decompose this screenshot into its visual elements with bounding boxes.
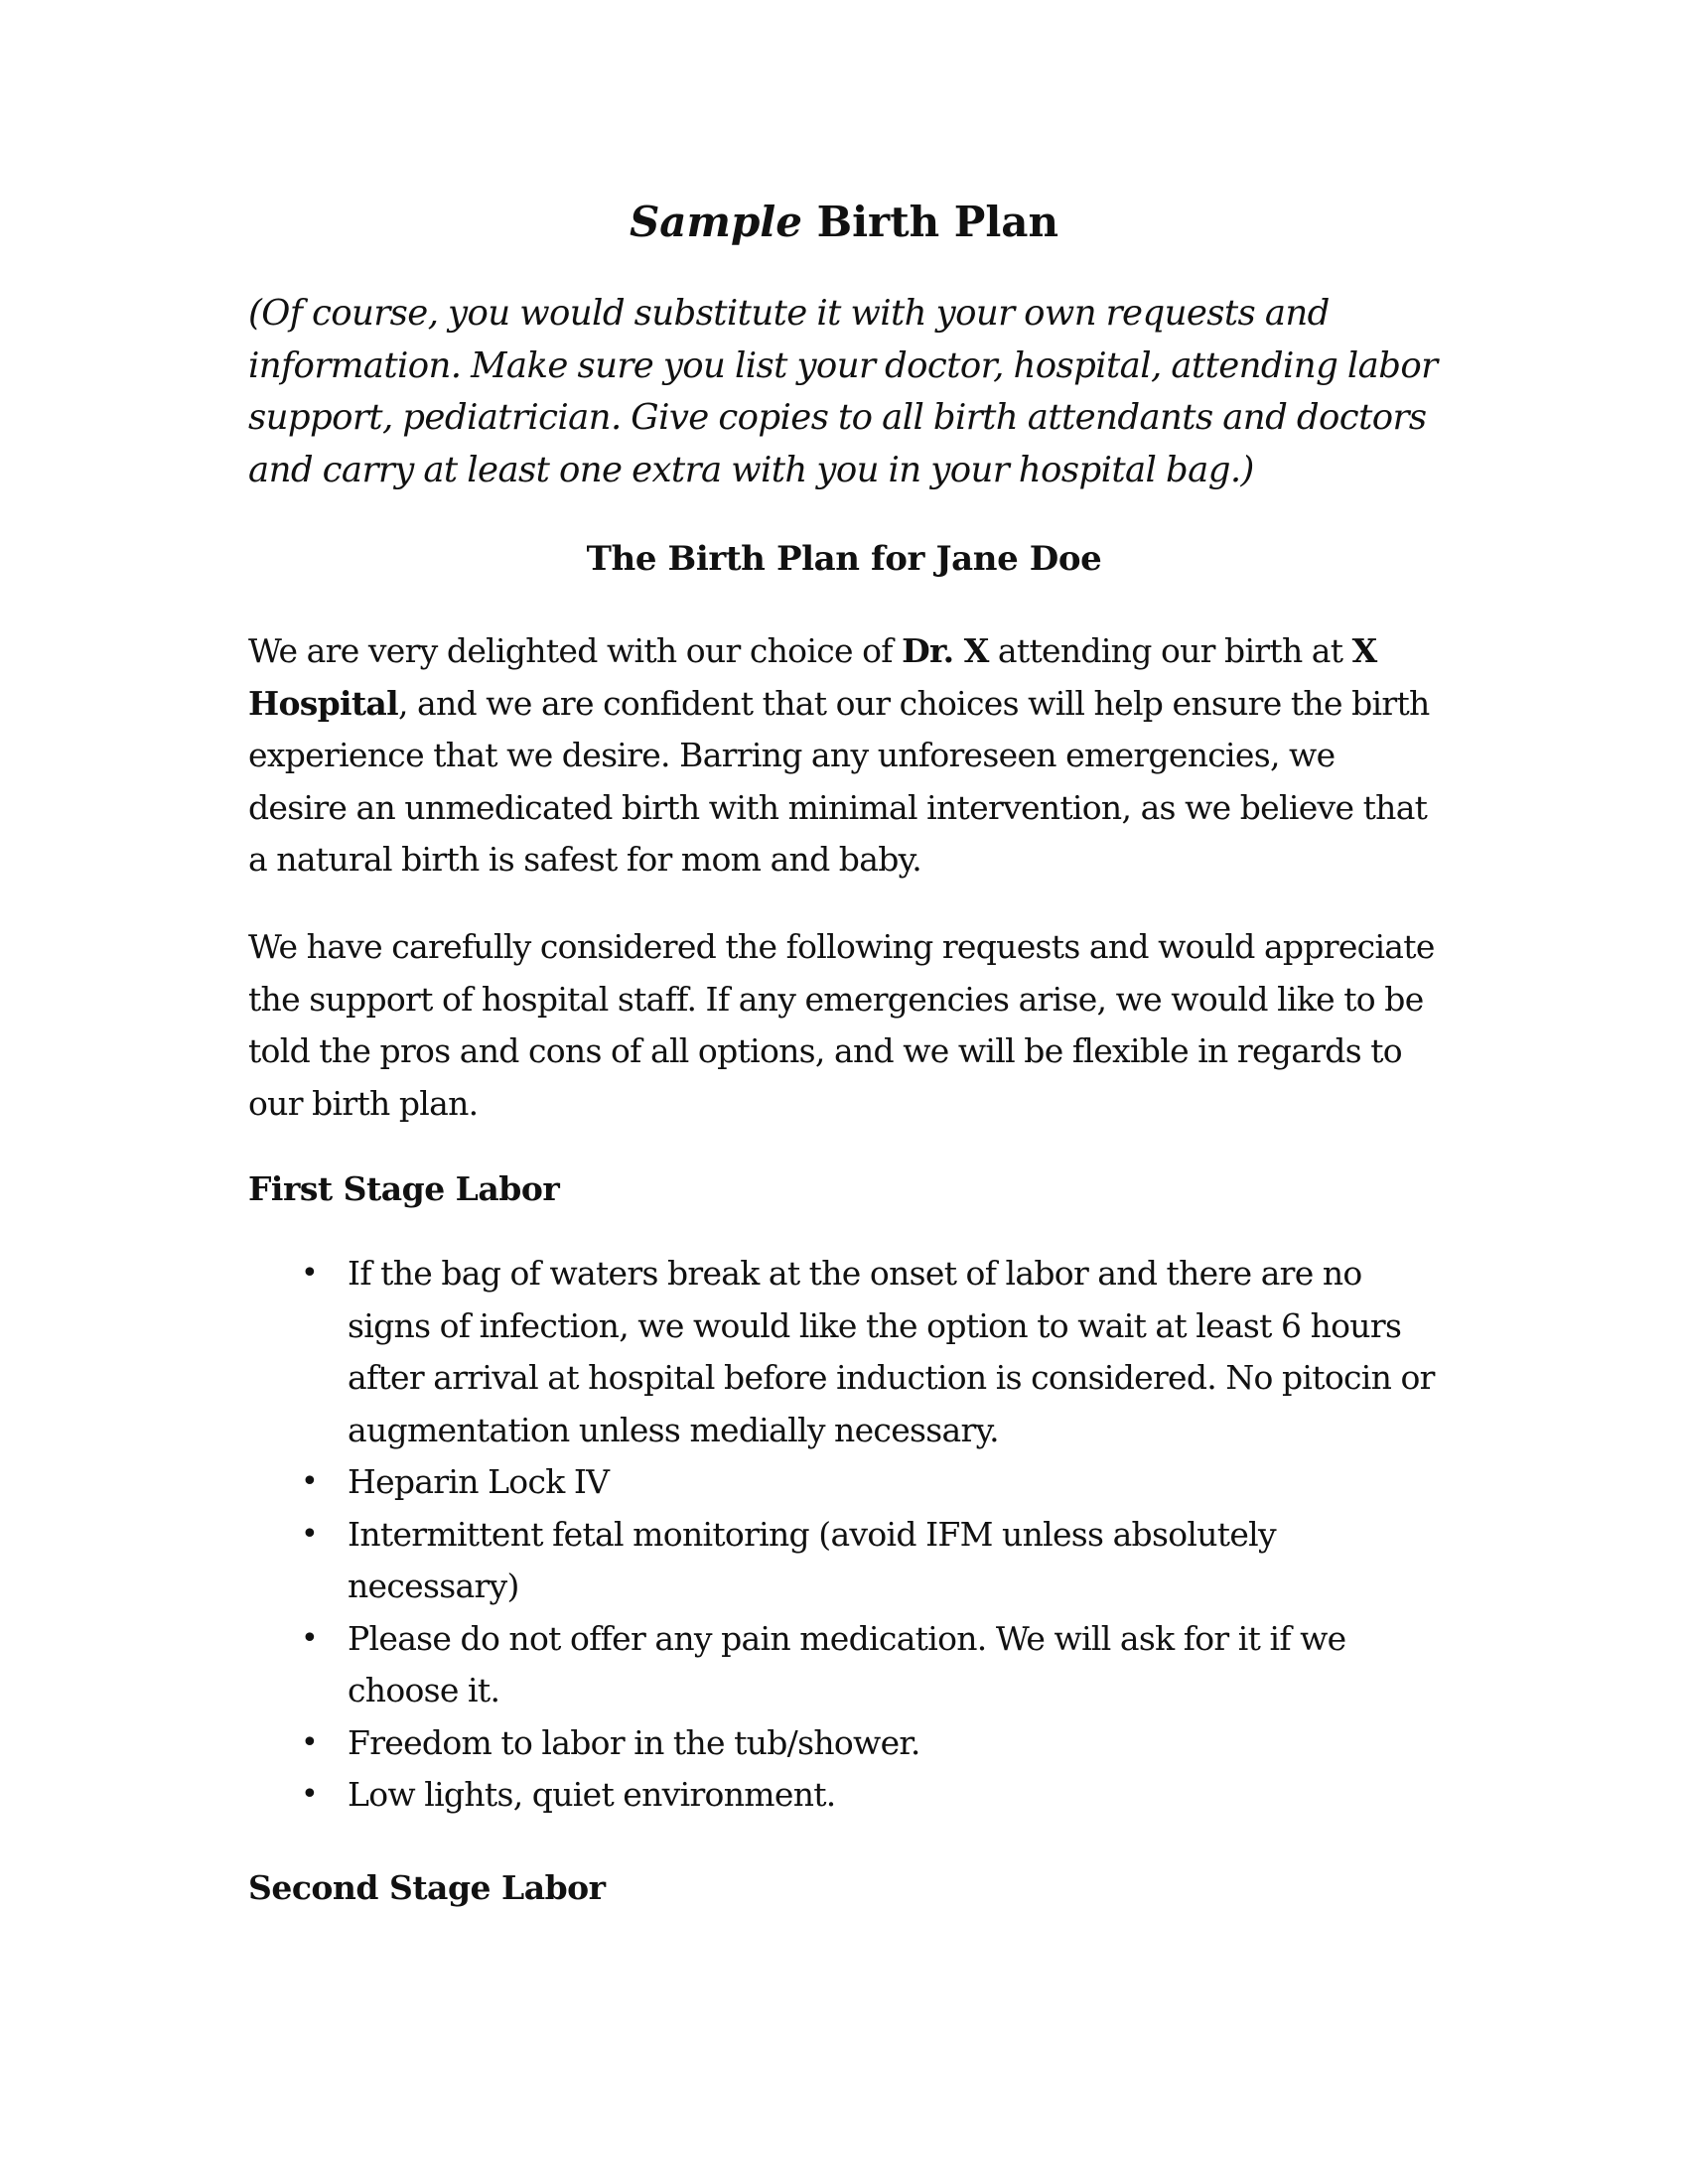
- list-item: [248, 1456, 1440, 1509]
- hospital-name: X Hospital: [248, 631, 1377, 723]
- section-heading-second-stage: Second Stage Labor: [248, 1868, 606, 1907]
- title-rest: Birth Plan: [801, 198, 1059, 246]
- para1-text-3: , and we are confident that our choices will help ensure the birth experience that we desire. Barring any unforeseen emergencies, we desire an unmedicated birth with minimal intervention, as we believe that a natural birth is safest for mom and baby.: [248, 683, 1430, 879]
- section-heading-first-stage: First Stage Labor: [248, 1169, 560, 1208]
- intro-paragraph: [248, 625, 1440, 887]
- list-item-text: Intermittent fetal monitoring (avoid IFM unless absolutely necessary): [348, 1514, 1276, 1605]
- list-item: [248, 1769, 1440, 1822]
- list-item-text: Low lights, quiet environment.: [348, 1775, 836, 1814]
- requests-paragraph: We have carefully considered the following requests and would appreciate the support of hospital staff. If any emergencies arise, we would like to be told the pros and cons of all options, and we will be flexible in regards to our birth plan.: [248, 927, 1435, 1123]
- list-item: [248, 1509, 1440, 1613]
- bullet-icon: •: [301, 1464, 318, 1499]
- title-italic-word: Sample: [629, 198, 802, 246]
- bullet-icon: •: [301, 1620, 318, 1656]
- plan-subtitle: The Birth Plan for Jane Doe: [586, 539, 1102, 579]
- document-title: [248, 195, 1440, 250]
- list-item-text: Freedom to labor in the tub/shower.: [348, 1722, 920, 1762]
- bullet-icon: •: [301, 1256, 318, 1291]
- bullet-icon: •: [301, 1777, 318, 1812]
- list-item: [248, 1613, 1440, 1717]
- list-item: [248, 1717, 1440, 1770]
- para1-text-1: We are very delighted with our choice of: [248, 631, 903, 670]
- list-item-text: If the bag of waters break at the onset of labor and there are no signs of infection, we would like the option to wait at least 6 hours after arrival at hospital before induction is considered. No pitocin or augmentation unless medially necessary.: [348, 1254, 1435, 1449]
- para1-text-2: attending our birth at: [988, 631, 1352, 670]
- first-stage-list: [248, 1248, 1440, 1822]
- doctor-name: Dr. X: [902, 631, 989, 670]
- bullet-icon: •: [301, 1724, 318, 1760]
- intro-note: (Of course, you would substitute it with your own requests and information. Make sure you list your doctor, hospital, attending labor support, pediatrician. Give copies to all birth attendants and doctors and carry at least one extra with you in your hospital bag.): [248, 293, 1438, 490]
- list-item: [248, 1248, 1440, 1456]
- bullet-icon: •: [301, 1516, 318, 1552]
- list-item-text: Heparin Lock IV: [348, 1462, 610, 1501]
- list-item-text: Please do not offer any pain medication. We will ask for it if we choose it.: [348, 1618, 1346, 1709]
